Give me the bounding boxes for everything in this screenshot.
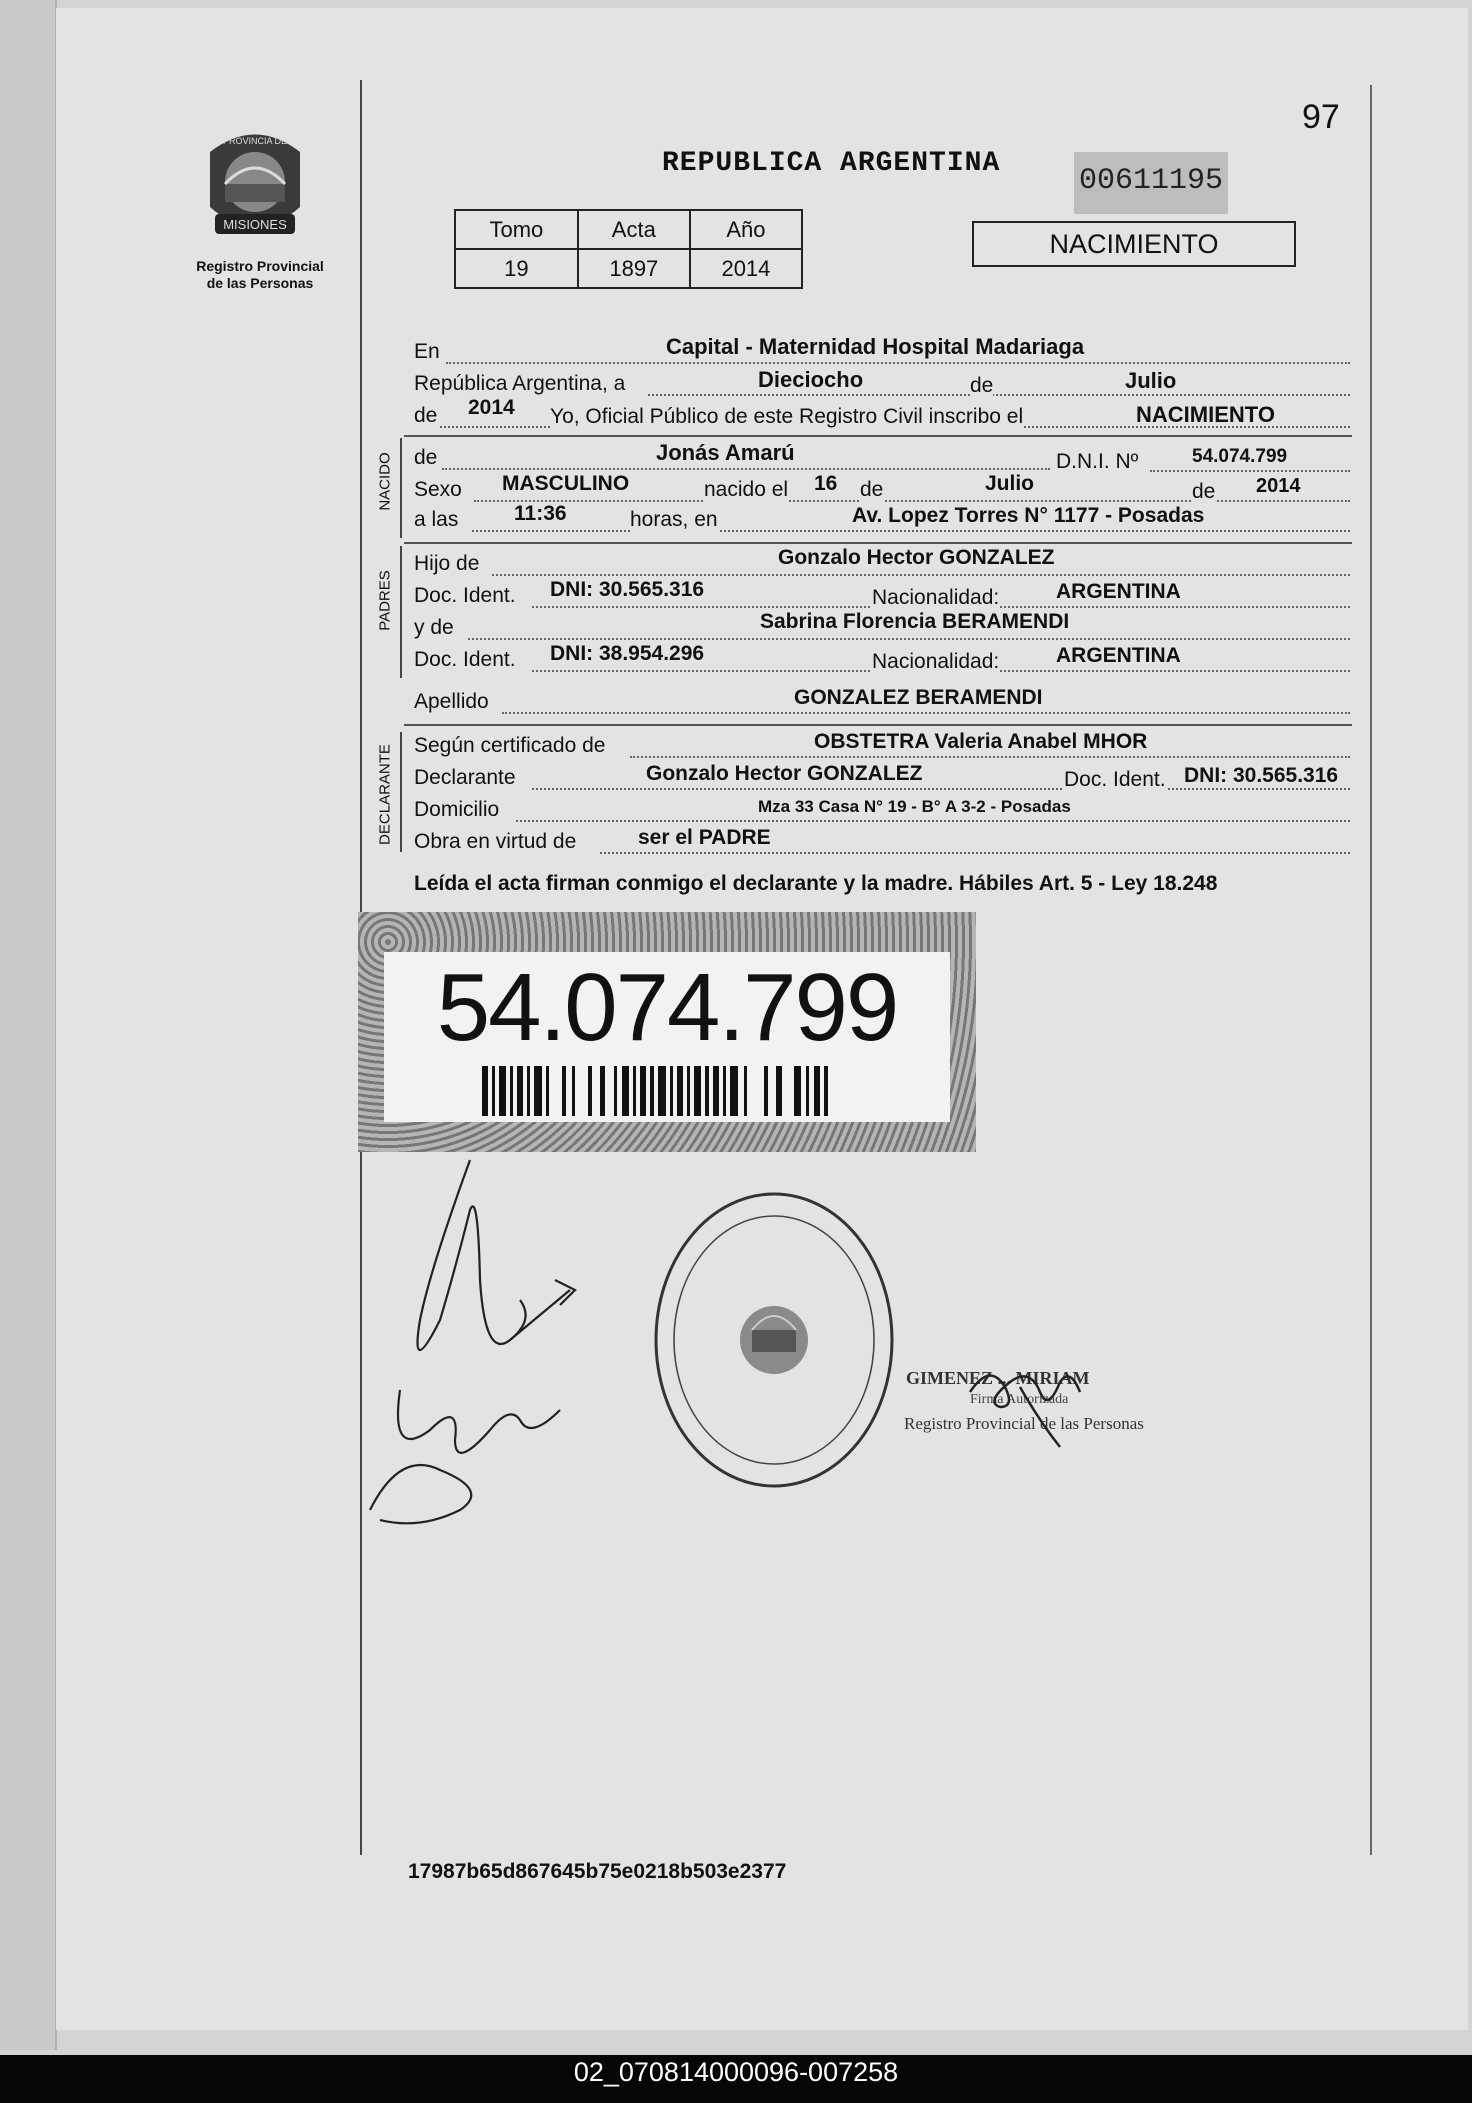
sticker-number: 54.074.799 — [436, 954, 898, 1061]
dotted-line — [630, 756, 1350, 758]
official-stamp-line1: GIMENEZ ... MIRIAM — [906, 1368, 1090, 1388]
nacido-de-label3: de — [1192, 480, 1216, 503]
official-seal — [652, 1190, 896, 1490]
declarante-doc-label: Doc. Ident. — [1064, 768, 1166, 791]
madre-doc: DNI: 38.954.296 — [550, 642, 705, 665]
logo-caption-line1: Registro Provincial — [196, 258, 324, 274]
nacido-dni: 54.074.799 — [1192, 446, 1288, 467]
table-header-anio: Año — [690, 210, 802, 249]
table-header-tomo: Tomo — [455, 210, 578, 249]
nacido-anio: 2014 — [1256, 475, 1301, 497]
dotted-line — [442, 468, 1050, 470]
logo-top-text: PROVINCIA DE — [222, 136, 288, 146]
nacido-dia: 16 — [814, 472, 838, 495]
nacionalidad-label: Nacionalidad: — [872, 586, 1000, 609]
padre-nacionalidad: ARGENTINA — [1056, 580, 1181, 603]
de-label: de — [970, 374, 994, 397]
domicilio-value: Mza 33 Casa N° 19 - B° A 3-2 - Posadas — [758, 797, 1071, 816]
dotted-line — [492, 574, 1350, 576]
a-las-label: a las — [414, 508, 459, 531]
padre-doc: DNI: 30.565.316 — [550, 578, 705, 601]
section-divider — [404, 435, 1352, 437]
dotted-line — [648, 394, 1350, 396]
right-margin-line — [1370, 85, 1372, 1855]
logo-caption — [170, 258, 350, 292]
declarant-signature-icon — [360, 1150, 590, 1530]
declarante-doc: DNI: 30.565.316 — [1184, 764, 1339, 787]
declarante-nombre: Gonzalo Hector GONZALEZ — [646, 762, 923, 785]
section-label-nacido: NACIDO — [376, 452, 394, 511]
dotted-line — [472, 530, 1350, 532]
apellido-label: Apellido — [414, 690, 489, 713]
scanner-edge — [0, 0, 57, 2050]
document-title: REPUBLICA ARGENTINA — [662, 148, 1001, 179]
sexo-value: MASCULINO — [502, 472, 630, 495]
label-sticker — [384, 952, 950, 1122]
section-divider — [404, 542, 1352, 544]
dotted-line — [532, 788, 1350, 790]
nacionalidad-label: Nacionalidad: — [872, 650, 1000, 673]
section-label-declarante: DECLARANTE — [376, 744, 394, 845]
republica-label: República Argentina, a — [414, 372, 626, 395]
logo-caption-line2: de las Personas — [206, 275, 314, 291]
inscribo-value: NACIMIENTO — [1136, 402, 1275, 427]
dotted-line — [446, 362, 1350, 364]
dotted-line — [468, 638, 1350, 640]
document-hash: 17987b65d867645b75e0218b503e2377 — [408, 1860, 787, 1883]
dia-value: Dieciocho — [758, 367, 864, 392]
sexo-label: Sexo — [414, 478, 462, 501]
en-value: Capital - Maternidad Hospital Madariaga — [666, 334, 1085, 359]
table-value-acta: 1897 — [578, 249, 690, 288]
apellido-value: GONZALEZ BERAMENDI — [794, 686, 1043, 709]
de2-label: de — [414, 404, 438, 427]
official-signature-icon — [960, 1352, 1100, 1452]
dotted-line — [1150, 470, 1350, 472]
serial-number: 00611195 — [1074, 152, 1228, 214]
segun-label: Según certificado de — [414, 734, 606, 757]
doc-ident-label: Doc. Ident. — [414, 584, 516, 607]
y-de-label: y de — [414, 616, 454, 639]
anio-value: 2014 — [468, 396, 515, 419]
madre-nacionalidad: ARGENTINA — [1056, 644, 1181, 667]
official-stamp-line2: Firma Autorizada — [970, 1392, 1069, 1407]
yo-text: Yo, Oficial Público de este Registro Civil inscribo el — [550, 405, 1024, 428]
doc-ident-label: Doc. Ident. — [414, 648, 516, 671]
certificado-value: OBSTETRA Valeria Anabel MHOR — [814, 730, 1148, 753]
section-bracket — [400, 546, 402, 678]
table-value-anio: 2014 — [690, 249, 802, 288]
page-number: 97 — [1302, 98, 1340, 136]
padre-nombre: Gonzalo Hector GONZALEZ — [778, 546, 1055, 569]
dni-label: D.N.I. Nº — [1056, 450, 1139, 473]
dotted-line — [516, 820, 1350, 822]
horas-en-label: horas, en — [630, 508, 718, 531]
hijo-de-label: Hijo de — [414, 552, 480, 575]
official-stamp-line3: Registro Provincial de las Personas — [904, 1414, 1144, 1433]
dotted-line — [502, 712, 1350, 714]
scan-file-code: 02_070814000096-007258 — [573, 2057, 899, 2087]
en-label: En — [414, 340, 440, 363]
nacido-de-label2: de — [860, 478, 884, 501]
dotted-line — [474, 500, 1350, 502]
seal-icon — [652, 1190, 896, 1490]
nacido-el-label: nacido el — [704, 478, 789, 501]
section-label-padres: PADRES — [376, 570, 394, 631]
obra-label: Obra en virtud de — [414, 830, 577, 853]
hora-value: 11:36 — [514, 502, 567, 525]
dotted-line — [600, 852, 1350, 854]
mes-value: Julio — [1125, 368, 1177, 393]
domicilio-label: Domicilio — [414, 798, 500, 821]
declarante-label: Declarante — [414, 766, 516, 789]
closing-statement: Leída el acta firman conmigo el declarante y la madre. Hábiles Art. 5 - Ley 18.248 — [414, 872, 1218, 895]
table-header-acta: Acta — [578, 210, 690, 249]
madre-nombre: Sabrina Florencia BERAMENDI — [760, 610, 1070, 633]
nacido-mes: Julio — [985, 472, 1035, 495]
province-logo — [190, 122, 320, 252]
section-bracket — [400, 438, 402, 538]
tomo-acta-anio-table — [454, 209, 803, 289]
nacido-de-label: de — [414, 446, 438, 469]
logo-bottom-text: MISIONES — [223, 217, 287, 232]
document-type-box: NACIMIENTO — [972, 221, 1296, 267]
section-bracket — [400, 732, 402, 852]
coat-of-arms-icon — [190, 122, 320, 252]
obra-value: ser el PADRE — [638, 826, 771, 849]
barcode-icon — [482, 1066, 852, 1116]
lugar-value: Av. Lopez Torres N° 1177 - Posadas — [852, 504, 1205, 527]
table-value-tomo: 19 — [455, 249, 578, 288]
nacido-nombre: Jonás Amarú — [656, 440, 795, 465]
section-divider — [404, 724, 1352, 726]
